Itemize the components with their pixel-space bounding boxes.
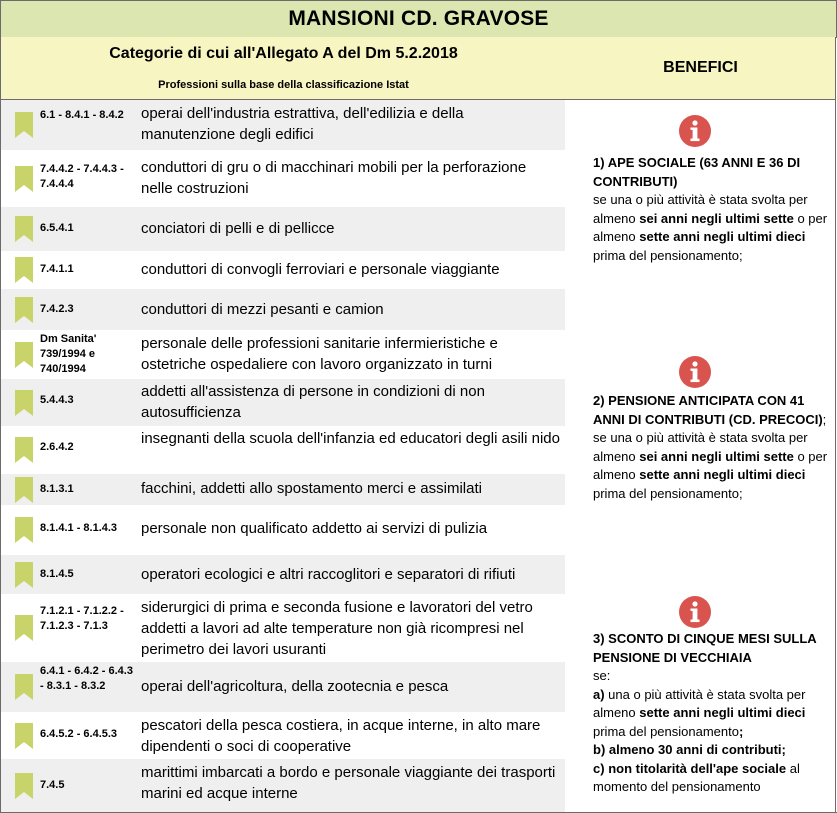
job-description: conciatori di pelli e di pellicce	[141, 220, 335, 237]
info-icon	[678, 355, 712, 389]
istat-code: 6.1 - 8.4.1 - 8.4.2	[40, 109, 124, 121]
istat-code: 2.6.4.2	[40, 441, 74, 453]
bookmark-icon	[15, 674, 33, 700]
table-row	[1, 712, 565, 759]
benefit-3-text: se:	[593, 668, 611, 683]
istat-code: 7.1.2.1 - 7.1.2.2 - 7.1.2.3 - 7.1.3	[40, 605, 124, 632]
table-row	[1, 100, 565, 150]
bookmark-icon	[15, 297, 33, 323]
table-row	[1, 426, 565, 474]
bookmark-icon	[15, 723, 33, 749]
benefit-sconto-vecchiaia	[593, 630, 837, 797]
job-description: conduttori di mezzi pesanti e camion	[141, 301, 384, 318]
benefit-2-bold: sette anni negli ultimi dieci	[639, 467, 806, 482]
info-icon	[678, 114, 712, 148]
benefit-3-text: al momento del pensionamento	[593, 760, 800, 794]
table-row	[1, 330, 565, 379]
table-row	[1, 289, 565, 330]
bookmark-icon	[15, 477, 33, 503]
table-row	[1, 505, 565, 555]
benefit-3-bold: b)	[593, 742, 606, 757]
job-description: operai dell'agricoltura, della zootecnia e pesca	[141, 678, 449, 695]
categories-header-subtitle: Professioni sulla base della classificazione Istat	[158, 79, 409, 91]
bookmark-icon	[15, 773, 33, 799]
benefit-2-punct: ;	[822, 411, 827, 427]
bookmark-icon	[15, 112, 33, 138]
istat-code: 8.1.4.1 - 8.1.4.3	[40, 522, 118, 534]
job-rows	[0, 100, 568, 813]
benefit-3-title: 3) SCONTO DI CINQUE MESI SULLA PENSIONE DI VECCHIAIA	[593, 631, 817, 665]
istat-code: 5.4.4.3	[40, 394, 74, 406]
benefit-1-bold: sei anni negli ultimi sette	[639, 210, 794, 226]
benefit-ape-sociale	[593, 154, 837, 265]
benefit-3-bold: c)	[593, 760, 605, 776]
benefit-3-text: una o più attività è stata svolta per almeno	[593, 686, 806, 720]
table-row	[1, 251, 565, 289]
bookmark-icon	[15, 437, 33, 463]
istat-code: 8.1.4.5	[40, 568, 74, 580]
job-description: operatori ecologici e altri raccoglitori e separatori di rifiuti	[141, 566, 516, 583]
bookmark-icon	[15, 342, 33, 368]
istat-code: 8.1.3.1	[40, 483, 74, 495]
istat-code: 6.4.1 - 6.4.2 - 6.4.3 - 8.3.1 - 8.3.2	[40, 665, 133, 692]
benefit-3-bold: ;	[738, 723, 744, 739]
job-description: operai dell'industria estrattiva, dell'edilizia e della manutenzione degli edifici	[141, 105, 464, 143]
benefit-pensione-anticipata	[593, 392, 837, 503]
job-description: siderurgici di prima e seconda fusione e lavoratori del vetro addetti a lavori ad alte temperature non già ricompresi nel perimetro dei lavori usuranti	[141, 599, 533, 658]
job-description: facchini, addetti allo spostamento merci e assimilati	[141, 480, 482, 497]
istat-code: Dm Sanita' 739/1994 e 740/1994	[40, 333, 97, 375]
istat-code: 7.4.1.1	[40, 263, 74, 275]
job-description: insegnanti della scuola dell'infanzia ed educatori degli asili nido	[141, 430, 560, 447]
benefit-2-text: prima del pensionamento;	[593, 485, 743, 501]
table-title: MANSIONI CD. GRAVOSE	[0, 0, 837, 38]
benefit-3-bold: almeno 30 anni di contributi;	[608, 742, 786, 757]
bookmark-icon	[15, 257, 33, 283]
table-row	[1, 594, 565, 662]
istat-code: 6.5.4.1	[40, 222, 74, 234]
job-description: personale delle professioni sanitarie infermieristiche e ostetriche ospedaliere con lavoro organizzato in turni	[141, 335, 498, 373]
table-row	[1, 555, 565, 594]
benefit-2-bold: sei anni negli ultimi sette	[639, 448, 794, 464]
bookmark-icon	[15, 615, 33, 641]
info-icon	[678, 595, 712, 629]
table-row	[1, 662, 565, 712]
benefits-header: BENEFICI	[566, 37, 836, 100]
benefit-1-text: se una o più attività è stata svolta per almeno	[593, 192, 808, 226]
job-description: pescatori della pesca costiera, in acque interne, in alto mare dipendenti o soci di cooperative	[141, 717, 541, 755]
categories-header-title: Categorie di cui all'Allegato A del Dm 5.2.2018	[109, 45, 458, 62]
job-description: personale non qualificato addetto ai servizi di pulizia	[141, 520, 488, 537]
table-row	[1, 379, 565, 426]
bookmark-icon	[15, 562, 33, 588]
benefit-2-text: o per almeno	[593, 448, 828, 482]
benefit-1-text: prima del pensionamento;	[593, 247, 743, 263]
istat-code: 7.4.4.2 - 7.4.4.3 - 7.4.4.4	[40, 163, 124, 190]
job-description: conduttori di convogli ferroviari e personale viaggiante	[141, 261, 500, 278]
bookmark-icon	[15, 166, 33, 192]
bookmark-icon	[15, 216, 33, 242]
benefit-2-title: 2) PENSIONE ANTICIPATA CON 41 ANNI DI CONTRIBUTI (CD. PRECOCI)	[593, 393, 823, 427]
benefit-2-text: se una o più attività è stata svolta per almeno	[593, 430, 808, 464]
table-row	[1, 474, 565, 505]
istat-code: 7.4.2.3	[40, 303, 74, 315]
table-row	[1, 150, 565, 207]
bookmark-icon	[15, 390, 33, 416]
benefit-3-text: prima del pensionamento	[593, 723, 739, 739]
benefit-3-bold: non titolarità dell'ape sociale	[608, 760, 787, 776]
benefit-3-bold: sette anni negli ultimi dieci	[639, 705, 806, 720]
bookmark-icon	[15, 517, 33, 543]
istat-code: 7.4.5	[40, 779, 65, 791]
table-row	[1, 207, 565, 251]
job-description: conduttori di gru o di macchinari mobili per la perforazione nelle costruzioni	[141, 159, 527, 197]
benefit-3-bold: a)	[593, 686, 605, 702]
benefit-1-title: 1) APE SOCIALE (63 ANNI E 36 DI CONTRIBUTI)	[593, 155, 801, 189]
benefit-1-text: o per almeno	[593, 210, 828, 244]
job-description: marittimi imbarcati a bordo e personale viaggiante dei trasporti marini ed acque interne	[141, 764, 556, 802]
benefit-1-bold: sette anni negli ultimi dieci	[639, 229, 806, 244]
categories-header	[0, 37, 567, 100]
benefits-column	[566, 100, 836, 813]
job-description: addetti all'assistenza di persone in condizioni di non autosufficienza	[141, 383, 485, 421]
table-row	[1, 759, 565, 813]
istat-code: 6.4.5.2 - 6.4.5.3	[40, 728, 118, 740]
